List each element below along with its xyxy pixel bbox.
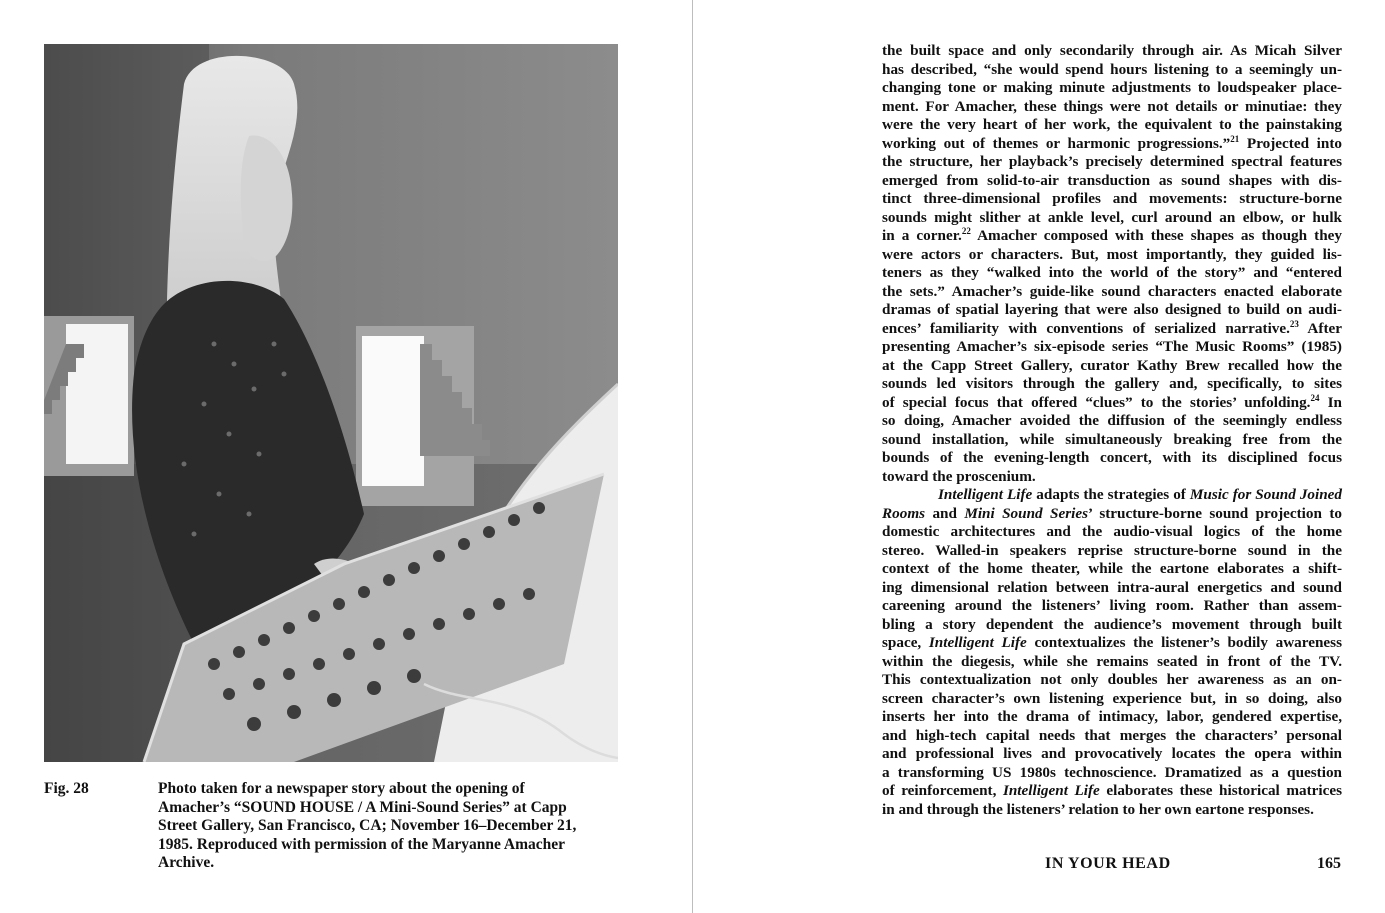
text-run: ment. For Amacher, these things were not details or minutiae: they bbox=[882, 97, 1342, 115]
text-run: the sets.” Amacher’s guide-like sound characters enacted elaborate bbox=[882, 282, 1342, 300]
text-run: dramas of spatial layering that were also designed to build on audi- bbox=[882, 301, 1342, 318]
caption-line: Amacher’s “SOUND HOUSE / A Mini-Sound Series” at Capp bbox=[158, 798, 567, 816]
footnote-ref: 22 bbox=[961, 225, 971, 236]
running-head: IN YOUR HEAD bbox=[1045, 855, 1171, 872]
text-line bbox=[882, 449, 1342, 468]
text-run: bounds of the evening-length concert, with its disciplined focus bbox=[882, 449, 1342, 466]
text-run: working out of themes or harmonic progressions.” bbox=[882, 134, 1231, 152]
text-line bbox=[882, 468, 1342, 487]
text-line bbox=[882, 653, 1342, 672]
text-line bbox=[882, 98, 1342, 117]
text-line bbox=[882, 283, 1342, 302]
text-line bbox=[882, 209, 1342, 228]
text-run: sounds might slither at ankle level, curl around an elbow, or hulk bbox=[882, 208, 1342, 226]
body-text bbox=[882, 42, 1342, 819]
text-line bbox=[882, 745, 1342, 764]
text-run: emerged from solid-to-air transduction as sound shapes with dis- bbox=[882, 171, 1342, 189]
text-line bbox=[882, 135, 1342, 154]
text-run: space, bbox=[882, 634, 929, 651]
text-run: and high-tech capital needs that merges the characters’ personal bbox=[882, 726, 1342, 744]
text-run: adapts the strategies of bbox=[1032, 486, 1190, 503]
text-run: presenting Amacher’s six-episode series “The Music Rooms” (1985) bbox=[882, 338, 1342, 355]
italic-title: Intelligent Life bbox=[938, 486, 1033, 503]
text-line bbox=[882, 172, 1342, 191]
text-run: inserts her into the drama of intimacy, labor, gendered expertise, bbox=[882, 708, 1342, 725]
text-line bbox=[882, 412, 1342, 431]
text-line bbox=[882, 542, 1342, 561]
text-run: Projected into bbox=[1239, 134, 1342, 152]
text-line bbox=[882, 116, 1342, 135]
text-run: in and through the listeners’ relation to her own eartone responses. bbox=[882, 800, 1314, 818]
text-run: within the diegesis, while she remains seated in front of the TV. bbox=[882, 652, 1342, 670]
text-line bbox=[882, 42, 1342, 61]
footnote-ref: 23 bbox=[1289, 318, 1299, 329]
figure-caption bbox=[158, 780, 598, 873]
text-line bbox=[882, 634, 1342, 653]
text-line bbox=[882, 79, 1342, 98]
text-line bbox=[882, 301, 1342, 320]
text-line bbox=[882, 597, 1342, 616]
text-run: teners as they “walked into the world of the story” and “entered bbox=[882, 264, 1342, 281]
text-run: ences’ familiarity with conventions of serialized narrative. bbox=[882, 319, 1290, 337]
text-run: and bbox=[925, 504, 965, 522]
text-run: has described, “she would spend hours listening to a seemingly un- bbox=[882, 60, 1342, 78]
text-run: ’ structure-borne sound projection to bbox=[1088, 504, 1342, 522]
text-line bbox=[882, 801, 1342, 820]
text-run: at the Capp Street Gallery, curator Kathy Brew recalled how the bbox=[882, 356, 1342, 374]
text-line bbox=[882, 246, 1342, 265]
text-run: elaborates these historical matrices bbox=[1099, 782, 1342, 799]
text-line bbox=[882, 764, 1342, 783]
text-run: After bbox=[1298, 319, 1342, 337]
text-run: screen character’s own listening experience but, in so doing, also bbox=[882, 689, 1342, 707]
text-line bbox=[882, 523, 1342, 542]
text-run: context of the home theater, while the eartone elaborates a shift- bbox=[882, 560, 1342, 577]
caption-line: Street Gallery, San Francisco, CA; November 16–December 21, bbox=[158, 817, 577, 834]
text-run: careening around the listeners’ living room. Rather than assem- bbox=[882, 597, 1342, 614]
text-line bbox=[882, 338, 1342, 357]
text-run: the structure, her playback’s precisely determined spectral features bbox=[882, 153, 1342, 170]
text-line bbox=[882, 616, 1342, 635]
lamp-right bbox=[356, 326, 490, 506]
text-run: were the very heart of her work, the equivalent to the painstaking bbox=[882, 116, 1342, 133]
text-run: tinct three-dimensional profiles and movements: structure-borne bbox=[882, 190, 1342, 207]
text-run: of reinforcement, bbox=[882, 782, 1003, 799]
figure-photo bbox=[44, 44, 618, 762]
text-run: a transforming US 1980s technoscience. Dramatized as a question bbox=[882, 763, 1342, 781]
text-run: contextualizes the listener’s bodily awareness bbox=[1026, 634, 1342, 651]
text-run: and professional lives and provocatively locates the opera within bbox=[882, 745, 1342, 762]
photo-illustration bbox=[44, 44, 618, 762]
text-line bbox=[882, 560, 1342, 579]
text-line bbox=[882, 190, 1342, 209]
text-line bbox=[882, 227, 1342, 246]
text-run: the built space and only secondarily through air. As Micah Silver bbox=[882, 42, 1342, 59]
text-line bbox=[882, 708, 1342, 727]
text-line bbox=[882, 357, 1342, 376]
text-run: In bbox=[1319, 393, 1343, 411]
text-run: ing dimensional relation between intra-aural energetics and sound bbox=[882, 578, 1342, 596]
text-run: changing tone or making minute adjustments to loudspeaker place- bbox=[882, 79, 1342, 96]
text-run: domestic architectures and the audio-visual logics of the home bbox=[882, 523, 1342, 540]
text-line bbox=[882, 264, 1342, 283]
text-run: of special focus that offered “clues” to the stories’ unfolding. bbox=[882, 393, 1311, 411]
text-line bbox=[882, 486, 1342, 505]
text-line bbox=[882, 727, 1342, 746]
caption-line: 1985. Reproduced with permission of the Maryanne Amacher bbox=[158, 835, 565, 853]
footnote-ref: 24 bbox=[1310, 392, 1320, 403]
caption-line: Photo taken for a newspaper story about the opening of bbox=[158, 780, 525, 797]
page-number: 165 bbox=[1317, 855, 1341, 872]
text-run: sounds led visitors through the gallery and, specifically, to sites bbox=[882, 375, 1342, 392]
text-line bbox=[882, 375, 1342, 394]
italic-title: Music for Sound Joined bbox=[1189, 486, 1343, 503]
right-page bbox=[693, 0, 1385, 913]
text-run: so doing, Amacher avoided the diffusion of the seemingly endless bbox=[882, 412, 1342, 429]
lamp-left bbox=[44, 316, 134, 476]
text-line bbox=[882, 505, 1342, 524]
text-line bbox=[882, 61, 1342, 80]
text-run: in a corner. bbox=[882, 227, 962, 244]
italic-title: Rooms bbox=[882, 504, 926, 522]
text-line bbox=[882, 671, 1342, 690]
italic-title: Mini Sound Series bbox=[964, 504, 1088, 522]
text-line bbox=[882, 782, 1342, 801]
footnote-ref: 21 bbox=[1230, 133, 1240, 144]
caption-line: Archive. bbox=[158, 854, 215, 871]
figure-label: Fig. 28 bbox=[44, 780, 89, 797]
text-run: bling a story dependent the audience’s movement through built bbox=[882, 615, 1342, 633]
text-line bbox=[882, 320, 1342, 339]
text-line bbox=[882, 431, 1342, 450]
text-line bbox=[882, 690, 1342, 709]
text-run: Amacher composed with these shapes as though they bbox=[970, 227, 1342, 244]
italic-title: Intelligent Life bbox=[1002, 782, 1100, 799]
text-line bbox=[882, 394, 1342, 413]
text-run: sound installation, while simultaneously breaking free from the bbox=[882, 430, 1342, 448]
text-run: stereo. Walled-in speakers reprise structure-borne sound in the bbox=[882, 541, 1342, 559]
italic-title: Intelligent Life bbox=[928, 634, 1027, 651]
text-line bbox=[882, 153, 1342, 172]
text-run: were actors or characters. But, most importantly, they guided lis- bbox=[882, 245, 1342, 263]
text-line bbox=[882, 579, 1342, 598]
text-run: This contextualization not only doubles her awareness as an on- bbox=[882, 671, 1342, 688]
text-run: toward the proscenium. bbox=[882, 467, 1036, 485]
left-page bbox=[0, 0, 692, 913]
